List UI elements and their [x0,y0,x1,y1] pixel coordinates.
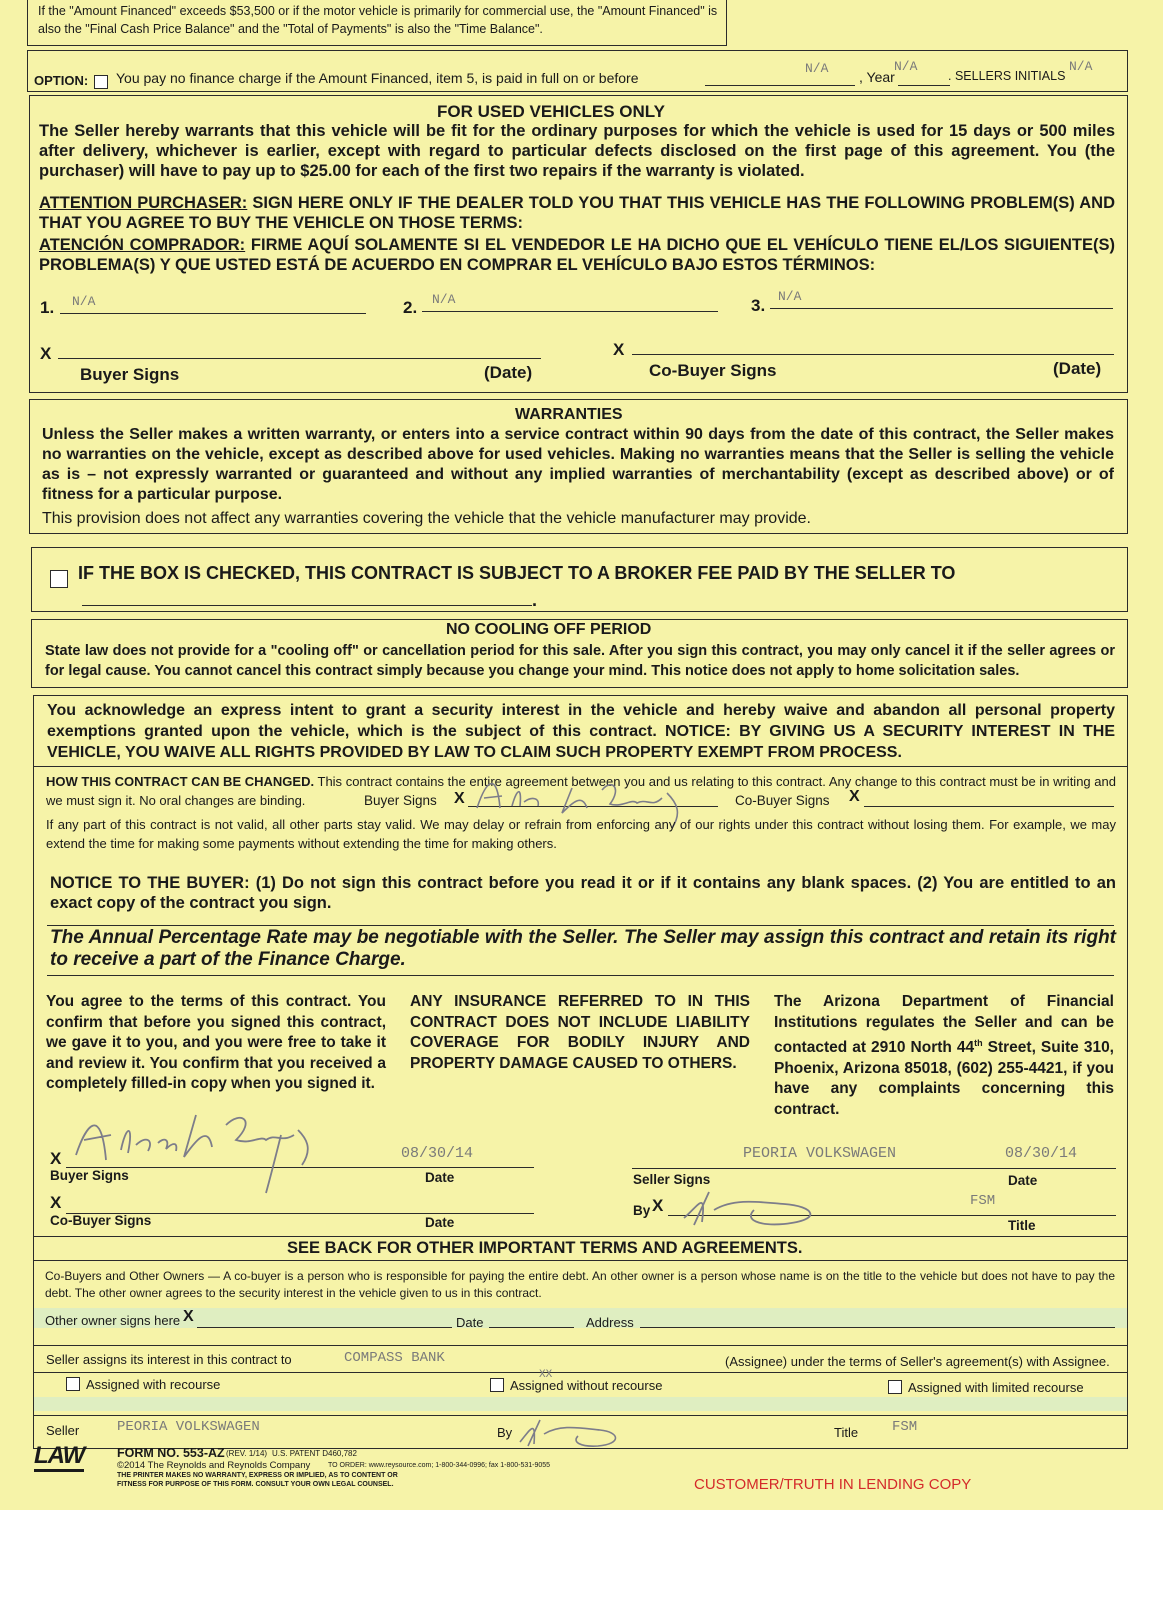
used-buyer-sign-line[interactable] [58,358,541,359]
with-recourse-label: Assigned with recourse [86,1377,221,1392]
co-buyers-definition: Co-Buyers and Other Owners — A co-buyer is a person who is responsible for paying the entire debt. An other owner is a person whose name is on the title to the vehicle but does not have to pay the debt. The other owner agrees to the security interest in the vehicle given to us in this contract. [45,1269,1115,1300]
final-seller-by-label: By [633,1203,651,1218]
assignment-terms: (Assignee) under the terms of Seller's agreement(s) with Assignee. [725,1354,1110,1369]
used-cobuyer-signs-label: Co-Buyer Signs [649,361,777,380]
cooling-off-body: State law does not provide for a "cooling off" or cancellation period for this sale. After you sign this contract, you may only cancel it if the seller agrees or for legal cause. You cannot cancel this contract simply because you change your mind. This notice does not apply to home solicitation sales. [45,643,1115,679]
see-back-divider-top [33,1236,1128,1237]
final-buyer-signs-label: Buyer Signs [50,1168,129,1183]
other-owner-date-line[interactable] [489,1327,574,1328]
seller-signature [664,1180,864,1230]
attention-english-head: ATTENTION PURCHASER: [39,194,248,212]
limited-recourse-label: Assigned with limited recourse [908,1380,1084,1395]
option-label: OPTION: [34,73,89,88]
used-cobuyer-x: X [613,340,625,359]
other-owner-date-label: Date [456,1315,484,1330]
assignment-assignee[interactable]: COMPASS BANK [344,1350,445,1366]
problem-3-number: 3. [751,296,766,315]
assignment-title-label: Title [834,1425,859,1440]
cooling-off-title: NO COOLING OFF PERIOD [446,621,652,638]
problem-3-value[interactable]: N/A [778,289,802,304]
with-recourse-checkbox[interactable] [66,1377,80,1391]
changes-cobuyer-label: Co-Buyer Signs [735,793,830,808]
footer-form-no: FORM NO. 553-AZ [117,1446,225,1460]
arizona-text-a: The Arizona Department of Financial Institutions regulates the Seller and can be contacted at 2910 North 44 [774,993,1114,1057]
option-initials-label: . SELLERS INITIALS [948,69,1066,83]
footer-order: TO ORDER: www.reysource.com; 1-800-344-0996; fax 1-800-531-9055 [328,1462,551,1469]
other-owner-sign-line[interactable] [197,1327,452,1328]
top-note-box [27,0,727,46]
footer-disclaimer-2: FITNESS FOR PURPOSE OF THIS FORM. CONSULT YOUR OWN LEGAL COUNSEL. [117,1481,394,1488]
problem-2-line [422,311,718,312]
broker-text: IF THE BOX IS CHECKED, THIS CONTRACT IS SUBJECT TO A BROKER FEE PAID BY THE SELLER TO [78,563,956,583]
broker-checkbox[interactable] [50,570,68,588]
security-divider [33,766,1128,767]
severability-text: If any part of this contract is not valid, all other parts stay valid. We may delay or refrain from enforcing any of our rights under this contract without losing them. For example, we may extend the time for making some payments without extending the time for making others. [46,817,1116,851]
without-recourse-checkbox[interactable] [490,1378,504,1392]
assignment-by-label: By [497,1425,513,1440]
agreement-column-1: You agree to the terms of this contract. You confirm that before you signed this contract, we gave it to you, and you were free to take it and review it. You confirm that you received a completely filled-in copy when you signed it. [46,993,386,1092]
used-cobuyer-date-label: (Date) [1053,359,1102,378]
attention-spanish-text: FIRME AQUÍ SOLAMENTE SI EL VENDEDOR LE HA DICHO QUE EL VEHÍCULO TIENE EL/LOS SIGUIENTE(S) PROBLEMA(S) Y QUE USTED ESTÁ DE ACUERDO EN COMPRAR EL VEHÍCULO BAJO ESTOS TÉRMINOS: [39,236,1115,274]
changes-buyer-label: Buyer Signs [364,793,437,808]
see-back-notice: SEE BACK FOR OTHER IMPORTANT TERMS AND AGREEMENTS. [287,1239,803,1257]
attention-spanish-head: ATENCIÓN COMPRADOR: [39,236,246,254]
option-checkbox[interactable] [94,75,108,89]
limited-recourse-checkbox[interactable] [888,1380,902,1394]
changes-head: HOW THIS CONTRACT CAN BE CHANGED. [46,774,315,789]
final-seller-date-label: Date [1008,1173,1038,1188]
apr-divider-top [47,925,1114,926]
changes-buyer-x: X [454,790,465,807]
problem-2-number: 2. [403,298,418,317]
law-logo-text: LAW [34,1442,84,1472]
law-logo [34,1442,84,1470]
warranties-body: Unless the Seller makes a written warranty, or enters into a service contract within 90 days from the date of this contract, the Seller makes no warranties on the vehicle, except as described above for used vehicles. Making no warranties means that the Seller is selling the vehicle as is – not expressly warranted or guaranteed and without any implied warranties of merchantability (except as described above) or of fitness for a particular purpose. [42,426,1114,503]
final-buyer-x: X [50,1149,62,1168]
option-date-value[interactable]: N/A [805,61,829,76]
footer-patent: U.S. PATENT D460,782 [272,1449,357,1458]
assignment-green-band [34,1397,1127,1411]
arizona-sup: th [974,1038,983,1048]
problem-2-value[interactable]: N/A [432,292,456,307]
final-seller-signs-label: Seller Signs [633,1172,711,1187]
broker-name-line[interactable] [82,605,532,606]
option-year-value[interactable]: N/A [894,59,918,74]
notice-to-buyer: NOTICE TO THE BUYER: (1) Do not sign this contract before you read it or if it contains any blank spaces. (2) You are entitled to an exact copy of the contract you sign. [50,874,1116,912]
other-owner-address-line[interactable] [640,1327,1115,1328]
without-recourse-label: Assigned without recourse [510,1378,663,1393]
without-recourse-xx-mark: XX [539,1369,553,1381]
option-text: You pay no finance charge if the Amount Financed, item 5, is paid in full on or before [116,70,639,86]
other-owner-x: X [183,1308,194,1325]
security-notice: You acknowledge an express intent to grant a security interest in the vehicle and hereby waive and abandon all personal property exemptions granted upon the vehicle, which is the subject of this contract. NOTICE: BY GIVING US A SECURITY INTEREST IN THE VEHICLE, YOU WAIVE ALL RIGHTS PROVIDED BY LAW TO CLAIM SUCH PROPERTY EXEMPT FROM PROCESS. [47,702,1115,761]
option-year-line [898,85,950,86]
option-date-line [705,85,855,86]
assignment-divider-1 [33,1372,1128,1373]
problem-1-value[interactable]: N/A [72,294,96,309]
assignment-label: Seller assigns its interest in this contract to [46,1352,292,1367]
option-initials-value[interactable]: N/A [1069,59,1093,74]
insurance-column-2: ANY INSURANCE REFERRED TO IN THIS CONTRACT DOES NOT INCLUDE LIABILITY COVERAGE FOR BODILY INJURY AND PROPERTY DAMAGE CAUSED TO OTHERS. [410,993,750,1072]
apr-divider-bottom [47,975,1114,976]
assignment-title-value[interactable]: FSM [892,1419,918,1435]
problem-1-number: 1. [40,298,55,317]
top-note-text: If the "Amount Financed" exceeds $53,500 or if the motor vehicle is primarily for commercial use, the "Amount Financed" is also the "Final Cash Price Balance" and the "Total of Payments" is also the "Time Balance". [38,4,718,36]
other-owner-label: Other owner signs here [45,1313,181,1328]
other-owner-address-label: Address [586,1315,634,1330]
option-year-label: , Year [859,69,895,85]
apr-notice: The Annual Percentage Rate may be negotiable with the Seller. The Seller may assign this contract and retain its right to receive a part of the Finance Charge. [50,927,1116,970]
attention-english-text: SIGN HERE ONLY IF THE DEALER TOLD YOU THAT THIS VEHICLE HAS THE FOLLOWING PROBLEM(S) AND THAT YOU AGREE TO BUY THE VEHICLE ON THOSE TERMS: [39,194,1115,232]
final-seller-line[interactable] [632,1168,1116,1169]
used-vehicles-body: The Seller hereby warrants that this vehicle will be fit for the ordinary purposes for which the vehicle is used for 15 days or 500 miles after delivery, whichever is earlier, except with regard to particular defects disclosed on the first page of this agreement. You (the purchaser) will have to pay up to $25.00 for each of the first two repairs if the warranty is violated. [39,122,1115,180]
used-vehicles-title: FOR USED VEHICLES ONLY [437,102,665,121]
final-cobuyer-x: X [50,1193,62,1212]
see-back-divider-bottom [33,1260,1128,1261]
warranties-title: WARRANTIES [515,406,623,423]
warranties-note: This provision does not affect any warranties covering the vehicle that the vehicle manufacturer may provide. [42,510,811,527]
arizona-text-b: Street, Suite 310, Phoenix, Arizona 85018, (602) 255-4421, if you have any complaints concerning this contract. [774,1039,1114,1118]
used-buyer-date-label: (Date) [484,363,533,382]
footer-rev: (REV. 1/14) [226,1449,268,1458]
used-buyer-x: X [40,344,52,363]
footer-copyright: ©2014 The Reynolds and Reynolds Company [117,1460,311,1471]
final-seller-title-value[interactable]: FSM [970,1193,996,1209]
assignment-signature [510,1410,630,1450]
assigned-limited-recourse[interactable] [888,1380,1084,1395]
changes-body: This contract contains the entire agreement between you and us relating to this contract. Any change to this contract must be in writing and we must sign it. No oral changes are binding. [46,774,1116,808]
attention-english [39,193,1115,233]
customer-copy-label: CUSTOMER/TRUTH IN LENDING COPY [694,1476,972,1493]
assignment-seller-value[interactable]: PEORIA VOLKSWAGEN [117,1419,260,1435]
broker-end-period: . [532,590,538,610]
final-cobuyer-signs-label: Co-Buyer Signs [50,1213,152,1228]
attention-spanish [39,235,1115,275]
changes-cobuyer-line[interactable] [864,806,1114,807]
assignment-seller-label: Seller [46,1423,80,1438]
assigned-with-recourse[interactable] [66,1377,220,1392]
used-buyer-signs-label: Buyer Signs [80,365,180,384]
used-cobuyer-sign-line[interactable] [632,354,1114,355]
final-buyer-date-value[interactable]: 08/30/14 [401,1145,474,1162]
problem-1-line [60,313,366,314]
arizona-column-3 [774,992,1114,1120]
footer-disclaimer-1: THE PRINTER MAKES NO WARRANTY, EXPRESS OR IMPLIED, AS TO CONTENT OR [117,1472,398,1479]
final-seller-date-value[interactable]: 08/30/14 [1005,1145,1078,1162]
final-seller-title-label: Title [1008,1218,1036,1233]
final-buyer-date-label: Date [425,1170,455,1185]
changes-cobuyer-x: X [849,788,860,805]
final-seller-by-x: X [652,1196,664,1215]
other-owner-field-bg [34,1308,1127,1328]
final-cobuyer-date-label: Date [425,1215,455,1230]
assigned-without-recourse[interactable] [490,1378,662,1393]
final-seller-name[interactable]: PEORIA VOLKSWAGEN [743,1145,897,1162]
problem-3-line [770,308,1113,309]
